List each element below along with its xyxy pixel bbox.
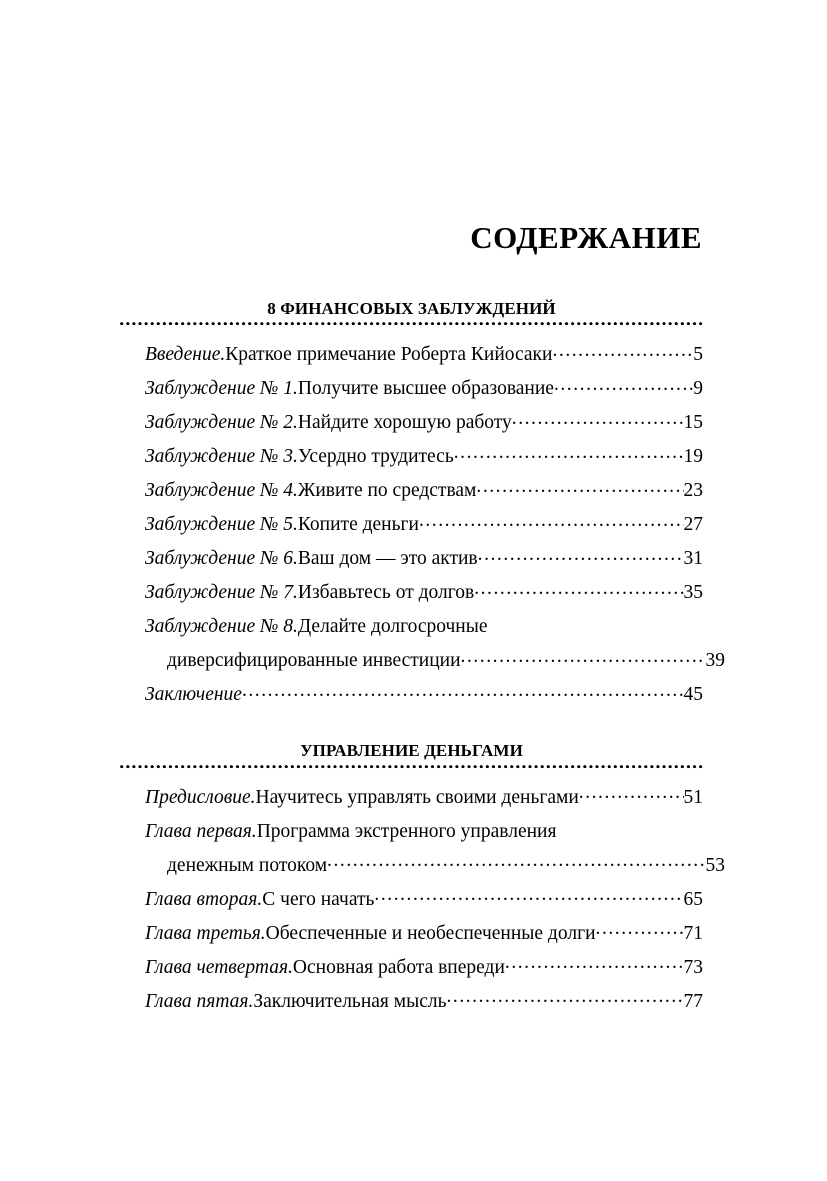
- entry-text: Найдите хорошую работу: [297, 412, 512, 434]
- toc-entry[interactable]: [120, 406, 703, 440]
- entry-label: Глава первая.: [145, 820, 257, 842]
- entry-text: Программа экстренного управления: [256, 820, 557, 842]
- entry-label: Заблуждение № 5.: [145, 514, 298, 536]
- toc-entry[interactable]: [120, 338, 703, 372]
- entry-label: Заблуждение № 2.: [145, 412, 298, 434]
- page-number: 9: [693, 378, 703, 400]
- page-number: 77: [683, 990, 703, 1012]
- dot-leader: [478, 545, 684, 565]
- toc-content: [120, 220, 725, 1019]
- entry-label: Заблуждение № 6.: [145, 548, 298, 570]
- dot-leader: [579, 783, 684, 803]
- entry-text-continued: денежным потоком: [167, 854, 328, 876]
- entry-label: Глава пятая.: [145, 990, 254, 1012]
- dotted-rule: [120, 322, 703, 327]
- page-number: 73: [683, 956, 703, 978]
- entry-label: Предисловие.: [145, 786, 256, 808]
- page-number: 27: [683, 514, 703, 536]
- toc-entry[interactable]: [120, 474, 703, 508]
- entry-text: Основная работа впереди: [292, 956, 505, 978]
- toc-entry[interactable]: [120, 440, 703, 474]
- page-number: 5: [693, 344, 703, 366]
- entry-text: С чего начать: [262, 888, 375, 910]
- entry-text: Ваш дом — это актив: [297, 548, 478, 570]
- toc-entry[interactable]: [120, 610, 725, 678]
- entry-text: Избавьтесь от долгов: [297, 582, 475, 604]
- entry-label: Заблуждение № 3.: [145, 446, 298, 468]
- dot-leader: [242, 681, 684, 701]
- dot-leader: [596, 919, 684, 939]
- dot-leader: [327, 851, 705, 871]
- section-heading: УПРАВЛЕНИЕ ДЕНЬГАМИ: [300, 741, 523, 761]
- entry-label: Глава четвертая.: [145, 956, 293, 978]
- entry-text: Живите по средствам: [297, 480, 477, 502]
- toc-entry[interactable]: [120, 372, 703, 406]
- dot-leader: [419, 511, 684, 531]
- page-number: 71: [683, 922, 703, 944]
- dot-leader: [554, 375, 693, 395]
- entry-text: Усердно трудитесь: [297, 446, 454, 468]
- entry-label: Введение.: [145, 344, 226, 366]
- toc-section: [120, 741, 725, 1019]
- page-number: 65: [683, 888, 703, 910]
- entry-label: Заблуждение № 7.: [145, 582, 298, 604]
- page-number: 51: [683, 786, 703, 808]
- toc-list: [120, 338, 725, 712]
- toc-entry[interactable]: [120, 985, 703, 1019]
- toc-entry[interactable]: [120, 678, 703, 712]
- entry-text-continued: диверсифицированные инвестиции: [167, 650, 461, 672]
- entry-text: Копите деньги: [297, 514, 419, 536]
- entry-text: Обеспеченные и необеспеченные долги: [265, 922, 596, 944]
- entry-label: Заблуждение № 1.: [145, 378, 298, 400]
- toc-entry[interactable]: [120, 951, 703, 985]
- dot-leader: [374, 885, 683, 905]
- page-title: СОДЕРЖАНИЕ: [470, 220, 702, 255]
- toc-entry[interactable]: [120, 883, 703, 917]
- toc-entry[interactable]: [120, 815, 725, 883]
- toc-entry[interactable]: [120, 508, 703, 542]
- entry-text: Получите высшее образование: [297, 378, 554, 400]
- dot-leader: [454, 443, 684, 463]
- entry-text: Краткое примечание Роберта Кийосаки: [225, 344, 553, 366]
- dot-leader: [512, 409, 684, 429]
- dot-leader: [446, 987, 683, 1007]
- toc-entry[interactable]: [120, 576, 703, 610]
- entry-label: Заблуждение № 4.: [145, 480, 298, 502]
- dot-leader: [461, 647, 706, 667]
- toc-entry[interactable]: [120, 542, 703, 576]
- dot-leader: [474, 579, 683, 599]
- dotted-rule: [120, 765, 703, 770]
- page-number: 19: [683, 446, 703, 468]
- entry-label: Глава третья.: [145, 922, 266, 944]
- entry-text: Научитесь управлять своими деньгами: [255, 786, 579, 808]
- toc-entry[interactable]: [120, 781, 703, 815]
- entry-label: Глава вторая.: [145, 888, 263, 910]
- dot-leader: [505, 953, 684, 973]
- entry-text: Заключительная мысль: [253, 990, 447, 1012]
- page-number: 35: [683, 582, 703, 604]
- page-number: 23: [683, 480, 703, 502]
- entry-label: Заблуждение № 8.: [145, 616, 298, 638]
- section-heading: 8 ФИНАНСОВЫХ ЗАБЛУЖДЕНИЙ: [267, 298, 556, 318]
- entry-label: Заключение: [145, 684, 242, 706]
- dot-leader: [476, 477, 683, 497]
- sections-container: [120, 298, 725, 1019]
- dot-leader: [552, 341, 693, 361]
- toc-list: [120, 781, 725, 1019]
- page-number: 45: [683, 684, 703, 706]
- page-number: 53: [705, 854, 725, 876]
- toc-section: [120, 298, 725, 713]
- page-number: 39: [705, 650, 725, 672]
- entry-text: Делайте долгосрочные: [297, 616, 488, 638]
- toc-entry[interactable]: [120, 917, 703, 951]
- page-number: 15: [683, 412, 703, 434]
- page-number: 31: [683, 548, 703, 570]
